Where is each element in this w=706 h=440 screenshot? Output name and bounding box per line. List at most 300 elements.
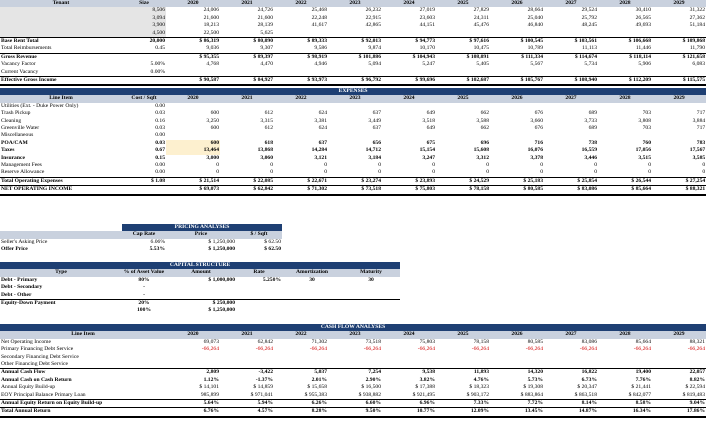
row-value[interactable]: 8,506 <box>122 7 166 14</box>
row-value[interactable]: 3,315 <box>260 117 273 124</box>
row-value[interactable]: $ 20,347 <box>577 384 597 391</box>
row-label[interactable]: Miscellaneous <box>1 132 34 139</box>
row-value[interactable]: $ 1,250,000 <box>208 238 235 245</box>
row-value[interactable] <box>490 103 544 110</box>
row-value[interactable]: 0 <box>540 169 543 176</box>
row-value[interactable]: 100% <box>137 307 151 314</box>
row-label[interactable]: Total Reimbursements <box>1 45 52 52</box>
row-value[interactable]: $ 102,687 <box>436 77 490 86</box>
row-value[interactable]: 9,586 <box>314 45 327 52</box>
row-value[interactable]: 8.58% <box>598 400 652 408</box>
row-value[interactable]: 5.94% <box>220 400 274 408</box>
row-value[interactable]: 662 <box>480 125 489 132</box>
row-value[interactable] <box>436 103 490 110</box>
row-label[interactable]: Type <box>0 269 122 276</box>
row-value[interactable]: 2029 <box>652 0 706 7</box>
row-value[interactable]: 22,248 <box>311 14 327 21</box>
row-value[interactable] <box>342 292 400 300</box>
row-value[interactable] <box>166 361 220 369</box>
row-value[interactable]: 2022 <box>274 331 328 338</box>
row-value[interactable]: 2028 <box>598 0 652 7</box>
row-value[interactable]: 738 <box>588 139 597 146</box>
row-value[interactable]: $ 103,561 <box>544 38 598 46</box>
row-value[interactable]: $ 14,101 <box>199 384 219 391</box>
row-value[interactable]: 2026 <box>490 95 544 102</box>
row-value[interactable]: 6.26% <box>274 400 328 408</box>
row-value[interactable]: $ 1,250,000 <box>208 246 235 253</box>
row-value[interactable] <box>490 30 544 38</box>
row-value[interactable]: 13,464 <box>166 147 220 154</box>
row-value[interactable]: 0.00 <box>155 162 165 169</box>
row-value[interactable]: $ 883,864 <box>520 391 543 398</box>
row-value[interactable]: $ 24,529 <box>436 177 490 185</box>
row-value[interactable] <box>220 103 274 110</box>
row-value[interactable]: $ 105,767 <box>490 77 544 86</box>
row-value[interactable]: $ 88,321 <box>652 186 706 195</box>
row-value[interactable]: $ 89,333 <box>274 38 328 46</box>
row-label[interactable]: Reserve Allowance <box>1 169 45 176</box>
row-value[interactable]: 23,603 <box>419 14 435 21</box>
row-value[interactable]: 5,567 <box>530 61 543 68</box>
row-value[interactable]: 0.00 <box>155 102 165 109</box>
row-value[interactable]: $ 86,319 <box>166 38 220 46</box>
row-value[interactable]: 689 <box>588 125 597 132</box>
row-value[interactable]: 21,600 <box>203 14 219 21</box>
row-value[interactable]: 2020 <box>166 331 220 338</box>
row-value[interactable]: 7.76% <box>635 376 651 383</box>
row-value[interactable]: $ 250,000 <box>166 300 236 308</box>
row-label[interactable]: Tenant <box>0 0 122 7</box>
row-value[interactable] <box>122 53 166 61</box>
row-value[interactable]: - <box>143 291 145 298</box>
row-value[interactable]: $ 80,585 <box>490 186 544 195</box>
row-value[interactable]: $ 73,518 <box>328 186 382 195</box>
row-value[interactable]: 600 <box>210 125 219 132</box>
row-value[interactable]: % of Asset Value <box>123 269 165 276</box>
row-value[interactable]: 2026 <box>490 331 544 338</box>
row-value[interactable]: 985,899 <box>200 391 219 398</box>
row-value[interactable]: -1.37% <box>255 376 273 383</box>
row-value[interactable]: 0 <box>648 162 651 169</box>
row-value[interactable]: 21,600 <box>257 14 273 21</box>
row-value[interactable] <box>436 361 490 369</box>
row-value[interactable]: 662 <box>480 110 489 117</box>
row-value[interactable]: 2028 <box>598 331 652 338</box>
row-value[interactable]: 2024 <box>382 331 436 338</box>
row-value[interactable] <box>220 354 274 361</box>
row-value[interactable]: 0.03 <box>155 110 165 117</box>
row-value[interactable] <box>544 103 598 110</box>
row-value[interactable]: -66,264 <box>363 346 381 353</box>
row-value[interactable] <box>328 30 382 38</box>
row-value[interactable]: 25,468 <box>311 7 327 14</box>
row-value[interactable] <box>544 69 598 77</box>
row-value[interactable]: 0.16 <box>155 117 165 124</box>
row-value[interactable]: 4,500 <box>122 30 166 38</box>
row-value[interactable]: $ 111,334 <box>490 53 544 61</box>
row-value[interactable] <box>342 284 400 291</box>
row-value[interactable]: 649 <box>426 110 435 117</box>
row-value[interactable]: $ 89,397 <box>220 53 274 61</box>
row-value[interactable]: $ 955,383 <box>304 391 327 398</box>
row-value[interactable] <box>220 69 274 77</box>
row-label[interactable]: Vacancy Factor <box>1 61 36 68</box>
row-value[interactable] <box>544 132 598 139</box>
row-value[interactable]: 637 <box>318 139 327 146</box>
row-value[interactable]: 3,446 <box>584 154 597 161</box>
row-label[interactable]: Seller's Asking Price <box>1 238 48 245</box>
row-value[interactable]: 2024 <box>382 95 436 102</box>
row-value[interactable] <box>236 307 282 314</box>
row-value[interactable] <box>436 69 490 77</box>
row-value[interactable]: 0.00 <box>155 132 165 139</box>
row-value[interactable] <box>652 103 706 110</box>
row-value[interactable]: 6.73% <box>581 376 597 383</box>
row-value[interactable]: 9.50% <box>328 408 382 417</box>
row-value[interactable]: 3,518 <box>422 117 435 124</box>
row-value[interactable]: 14,284 <box>311 147 327 154</box>
row-value[interactable]: 2021 <box>220 331 274 338</box>
row-value[interactable]: $ 22,594 <box>685 384 706 391</box>
row-value[interactable] <box>490 361 544 369</box>
row-value[interactable]: $ 95,355 <box>166 53 220 61</box>
row-label[interactable]: Utilities (Ext. - Duke Power Only) <box>1 102 79 109</box>
row-value[interactable]: 3,381 <box>314 117 327 124</box>
row-value[interactable]: 27,019 <box>419 7 435 14</box>
row-value[interactable]: 649 <box>426 125 435 132</box>
row-value[interactable] <box>598 361 652 369</box>
row-value[interactable] <box>382 354 436 361</box>
row-value[interactable]: 16,559 <box>581 147 597 154</box>
row-value[interactable] <box>342 300 400 308</box>
row-value[interactable]: 656 <box>372 139 381 146</box>
row-value[interactable] <box>282 284 342 291</box>
row-value[interactable]: $ 18,323 <box>469 384 489 391</box>
row-value[interactable]: 10.77% <box>382 408 436 417</box>
row-value[interactable]: $ 22,671 <box>274 177 328 185</box>
row-value[interactable]: 29,524 <box>581 7 597 14</box>
row-value[interactable]: -66,264 <box>201 346 219 353</box>
row-value[interactable]: 0 <box>594 162 597 169</box>
row-value[interactable]: $ 15,658 <box>307 384 327 391</box>
row-value[interactable]: $ 92,013 <box>328 38 382 46</box>
row-value[interactable]: 11,893 <box>436 369 490 377</box>
row-value[interactable]: $ 1,000,000 <box>208 276 235 283</box>
row-value[interactable]: 3,449 <box>368 117 381 124</box>
row-value[interactable]: 78,158 <box>473 338 489 345</box>
row-value[interactable]: 3,000 <box>206 154 219 161</box>
row-value[interactable]: $ 16,500 <box>361 384 381 391</box>
row-value[interactable]: 0 <box>432 162 435 169</box>
row-value[interactable]: $ 104,943 <box>382 53 436 61</box>
row-value[interactable]: 703 <box>642 110 651 117</box>
row-label[interactable]: Other Financing Debt Service <box>1 361 68 368</box>
row-value[interactable]: 3,900 <box>122 22 166 29</box>
row-value[interactable]: 3,184 <box>368 154 381 161</box>
row-value[interactable]: 15,608 <box>473 147 489 154</box>
row-value[interactable]: 15,154 <box>419 147 435 154</box>
row-value[interactable] <box>382 132 436 139</box>
row-value[interactable]: 600 <box>210 110 219 117</box>
row-value[interactable]: 7.72% <box>490 400 544 408</box>
row-value[interactable]: $ 27,254 <box>652 177 706 185</box>
row-value[interactable]: 11,446 <box>635 45 651 52</box>
row-value[interactable] <box>122 77 166 86</box>
row-value[interactable]: -66,264 <box>417 346 435 353</box>
row-value[interactable]: Cost / Sqft <box>122 95 166 102</box>
row-value[interactable] <box>166 132 220 139</box>
row-value[interactable]: 0 <box>432 169 435 176</box>
row-value[interactable]: 2023 <box>328 0 382 7</box>
row-value[interactable]: 9,874 <box>368 45 381 52</box>
row-value[interactable]: 2021 <box>220 95 274 102</box>
row-value[interactable] <box>490 132 544 139</box>
row-value[interactable]: 624 <box>318 125 327 132</box>
row-value[interactable]: 689 <box>588 110 597 117</box>
row-value[interactable]: 3,094 <box>122 15 166 22</box>
row-value[interactable] <box>274 354 328 361</box>
row-value[interactable]: 6.76% <box>166 408 220 417</box>
row-value[interactable]: 4.76% <box>473 376 489 383</box>
row-value[interactable]: $ 69,073 <box>166 186 220 195</box>
row-value[interactable]: 80% <box>138 276 150 283</box>
row-value[interactable]: 17.86% <box>652 408 706 417</box>
row-value[interactable]: 28,139 <box>257 22 273 29</box>
row-value[interactable]: 717 <box>696 110 706 117</box>
row-label[interactable]: Total Operating Expenses <box>0 177 122 185</box>
row-value[interactable]: 5,247 <box>422 61 435 68</box>
row-label[interactable]: Cleaning <box>1 117 22 124</box>
row-value[interactable]: 3,515 <box>638 154 651 161</box>
row-value[interactable]: $ 21,441 <box>631 384 651 391</box>
row-value[interactable]: 25,040 <box>527 14 543 21</box>
row-value[interactable]: 2028 <box>598 95 652 102</box>
row-label[interactable] <box>0 307 122 314</box>
row-value[interactable]: 3,247 <box>422 154 435 161</box>
row-value[interactable]: 44,151 <box>419 22 435 29</box>
row-value[interactable] <box>282 292 342 300</box>
row-value[interactable]: 696 <box>480 139 489 146</box>
row-value[interactable]: Amortization <box>282 269 342 276</box>
row-label[interactable]: Greenville Water <box>1 125 40 132</box>
row-value[interactable]: $ 26,544 <box>598 177 652 185</box>
row-value[interactable]: -66,264 <box>579 346 597 353</box>
row-value[interactable]: $ 19,308 <box>523 384 543 391</box>
row-value[interactable]: 624 <box>318 110 327 117</box>
row-value[interactable]: 51,184 <box>689 22 705 29</box>
row-value[interactable]: $ 112,209 <box>598 77 652 86</box>
row-value[interactable]: 4,470 <box>260 61 273 68</box>
row-value[interactable]: 600 <box>166 140 220 147</box>
row-value[interactable]: 41,617 <box>311 22 327 29</box>
row-label[interactable]: Current Vacancy <box>1 68 39 75</box>
row-label[interactable] <box>0 231 122 238</box>
row-value[interactable]: 637 <box>372 110 381 117</box>
row-value[interactable]: 2025 <box>436 331 490 338</box>
row-value[interactable]: 2026 <box>490 0 544 7</box>
row-value[interactable]: 45,476 <box>473 22 489 29</box>
row-value[interactable]: 22,057 <box>652 369 706 377</box>
row-value[interactable]: 0 <box>216 162 219 169</box>
row-value[interactable]: 3,585 <box>692 154 706 161</box>
row-value[interactable]: 10,789 <box>527 45 543 52</box>
row-value[interactable] <box>236 300 282 308</box>
row-value[interactable]: 5,734 <box>584 61 597 68</box>
row-value[interactable]: $ 62,842 <box>220 186 274 195</box>
row-value[interactable]: 4,946 <box>314 61 327 68</box>
row-label[interactable]: Line Item <box>0 331 166 338</box>
row-label[interactable]: Annual Cash Flow <box>0 369 166 377</box>
row-value[interactable]: 24,726 <box>257 7 273 14</box>
row-value[interactable]: 3,884 <box>692 117 706 124</box>
row-value[interactable]: 0 <box>648 169 651 176</box>
row-value[interactable]: $ 85,664 <box>598 186 652 195</box>
row-value[interactable]: $ 100,545 <box>490 38 544 46</box>
row-value[interactable]: 0.15 <box>155 154 165 161</box>
row-value[interactable]: 0 <box>378 169 381 176</box>
row-label[interactable]: POA/CAM <box>1 139 28 146</box>
row-value[interactable] <box>382 30 436 38</box>
row-value[interactable] <box>652 30 706 38</box>
row-value[interactable]: 6.06% <box>150 238 165 245</box>
row-value[interactable]: 9,036 <box>206 45 219 52</box>
row-label[interactable]: Net Operating Income <box>1 338 52 345</box>
row-value[interactable]: 80,585 <box>527 338 543 345</box>
row-label[interactable]: EOY Principal Balance Primary Loan <box>1 391 86 398</box>
row-value[interactable]: $ 106,668 <box>598 38 652 46</box>
row-value[interactable] <box>274 103 328 110</box>
row-value[interactable]: $ 1,250,000 <box>208 307 235 314</box>
row-value[interactable]: 27,362 <box>689 14 705 21</box>
row-value[interactable]: 2023 <box>328 331 382 338</box>
row-value[interactable] <box>274 361 328 369</box>
row-value[interactable]: $ 99,696 <box>382 77 436 86</box>
row-label[interactable] <box>0 30 122 38</box>
row-value[interactable]: 30,410 <box>635 7 651 14</box>
row-value[interactable]: 2027 <box>544 331 598 338</box>
row-value[interactable]: Amount <box>166 269 236 276</box>
row-value[interactable] <box>382 69 436 77</box>
row-value[interactable]: 13,868 <box>257 147 273 154</box>
row-value[interactable]: 2020 <box>166 0 220 7</box>
row-value[interactable]: 69,073 <box>203 338 219 345</box>
row-value[interactable]: 14.87% <box>544 408 598 417</box>
row-label[interactable]: Debt - Secondary <box>1 284 43 291</box>
row-value[interactable] <box>328 132 382 139</box>
row-value[interactable]: 30 <box>309 276 315 283</box>
row-value[interactable]: $ 121,658 <box>652 53 706 61</box>
row-value[interactable]: 75,803 <box>419 338 435 345</box>
row-value[interactable] <box>490 69 544 77</box>
row-value[interactable]: 0.00% <box>150 68 165 75</box>
row-value[interactable] <box>652 361 706 369</box>
row-value[interactable]: $ 115,575 <box>652 77 706 86</box>
row-value[interactable]: $ 842,077 <box>628 391 651 398</box>
row-value[interactable]: $ 21,514 <box>166 177 220 185</box>
row-value[interactable]: 0 <box>702 162 706 169</box>
row-value[interactable]: 88,321 <box>689 338 706 345</box>
row-value[interactable]: 2023 <box>328 95 382 102</box>
row-value[interactable] <box>274 69 328 77</box>
row-value[interactable] <box>598 132 652 139</box>
row-value[interactable]: 0 <box>270 162 273 169</box>
row-value[interactable]: 0 <box>486 162 489 169</box>
row-value[interactable]: $ 14,859 <box>253 384 273 391</box>
row-value[interactable]: 0 <box>378 162 381 169</box>
row-value[interactable]: 24,311 <box>473 14 489 21</box>
row-value[interactable]: Rate <box>236 269 282 276</box>
row-value[interactable]: $ 83,086 <box>544 186 598 195</box>
row-value[interactable]: 3,121 <box>314 154 327 161</box>
row-value[interactable]: 0 <box>540 162 543 169</box>
row-value[interactable]: $ 25,854 <box>544 177 598 185</box>
row-value[interactable]: $ 62.50 <box>264 246 281 253</box>
row-value[interactable]: 3,250 <box>206 117 219 124</box>
row-value[interactable]: $ 108,091 <box>436 53 490 61</box>
row-value[interactable]: $ 78,158 <box>436 186 490 195</box>
row-value[interactable] <box>652 132 706 139</box>
row-value[interactable]: 18,213 <box>203 22 219 29</box>
row-value[interactable]: $ 903,172 <box>466 391 489 398</box>
row-value[interactable]: 73,518 <box>365 338 381 345</box>
row-value[interactable]: $ 109,868 <box>652 38 706 46</box>
row-value[interactable]: 703 <box>642 125 651 132</box>
row-value[interactable]: $ / Sqft <box>236 231 282 238</box>
row-value[interactable]: 8.82% <box>689 376 706 383</box>
row-value[interactable] <box>220 361 274 369</box>
row-label[interactable]: Primary Financing Debt Service <box>1 346 74 353</box>
row-label[interactable]: Management Fees <box>1 162 42 169</box>
row-value[interactable] <box>236 292 282 300</box>
row-value[interactable]: 0.03 <box>155 125 165 132</box>
row-value[interactable]: 6.60% <box>328 400 382 408</box>
row-value[interactable]: 4.57% <box>220 408 274 417</box>
row-value[interactable] <box>382 103 436 110</box>
row-value[interactable]: 10,170 <box>419 45 435 52</box>
row-value[interactable] <box>166 292 236 300</box>
row-value[interactable]: 1.12% <box>203 376 219 383</box>
row-value[interactable]: 26,232 <box>365 7 381 14</box>
row-value[interactable]: Cap Rate <box>122 231 166 238</box>
row-value[interactable] <box>652 354 706 361</box>
row-label[interactable]: Effective Gross Income <box>0 77 122 86</box>
row-label[interactable] <box>0 22 122 29</box>
row-value[interactable]: 2.01% <box>311 376 327 383</box>
row-value[interactable]: 17,056 <box>635 147 651 154</box>
row-value[interactable]: 19,400 <box>598 369 652 377</box>
row-value[interactable]: 14,320 <box>490 369 544 377</box>
row-value[interactable]: 0.67 <box>155 147 165 154</box>
row-value[interactable]: $ 921,495 <box>412 391 435 398</box>
row-value[interactable]: $ 97,616 <box>436 38 490 46</box>
row-value[interactable]: 46,840 <box>527 22 543 29</box>
row-label[interactable]: Base Rent Total <box>0 38 122 46</box>
row-value[interactable]: 16,822 <box>544 369 598 377</box>
row-label[interactable]: Insurance <box>1 154 25 161</box>
row-value[interactable]: 2029 <box>652 331 706 338</box>
row-value[interactable]: 2029 <box>652 95 706 102</box>
row-value[interactable]: 2,809 <box>166 369 220 377</box>
row-value[interactable]: 7.33% <box>436 400 490 408</box>
row-value[interactable]: $ 25,183 <box>490 177 544 185</box>
row-value[interactable] <box>544 361 598 369</box>
row-value[interactable] <box>328 69 382 77</box>
row-value[interactable]: $ 118,114 <box>598 53 652 61</box>
row-value[interactable]: 783 <box>696 139 706 146</box>
row-value[interactable] <box>598 69 652 77</box>
row-value[interactable]: 31,322 <box>689 7 705 14</box>
row-value[interactable]: 71,302 <box>311 338 327 345</box>
